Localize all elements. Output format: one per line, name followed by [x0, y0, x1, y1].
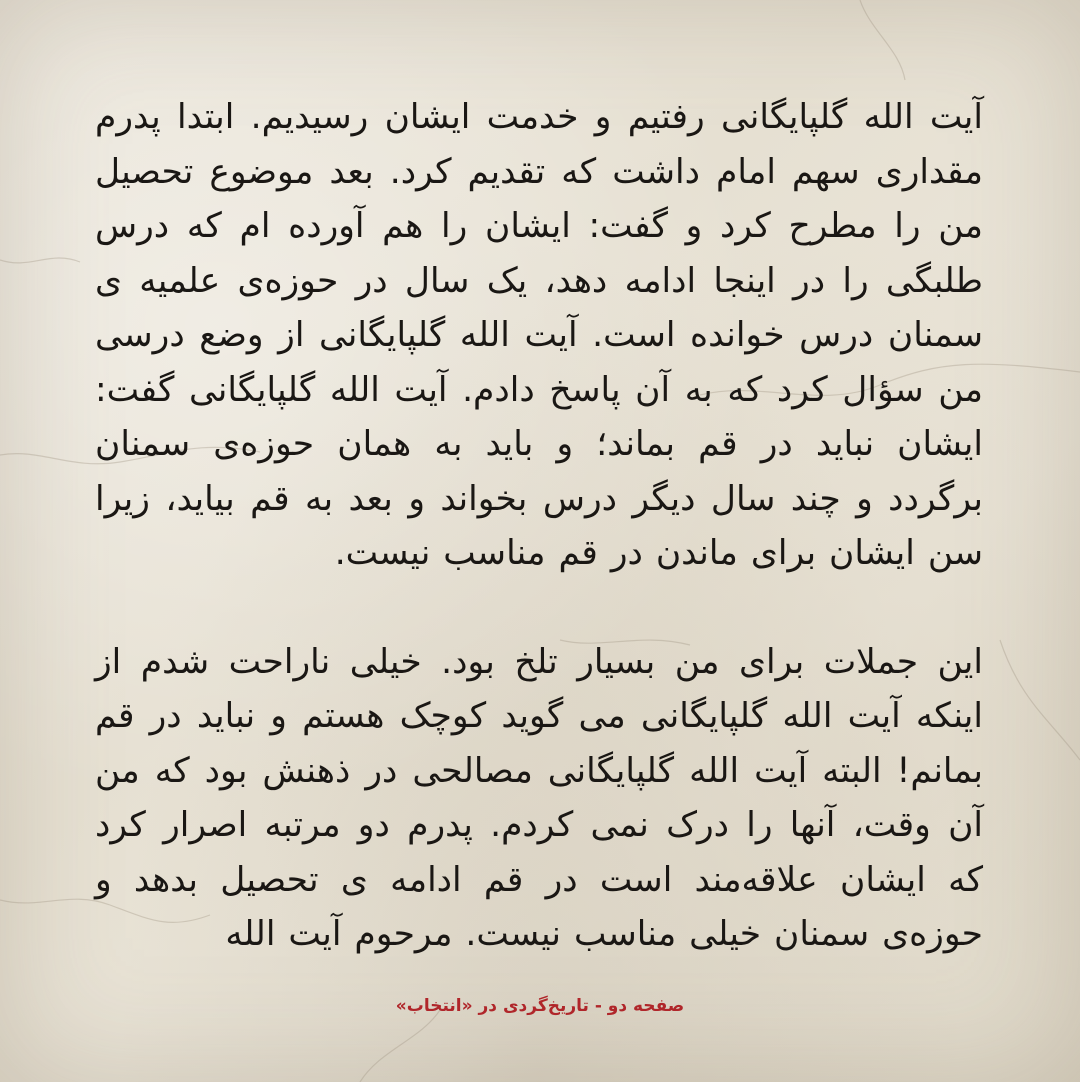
- page-caption: صفحه دو - تاریخ‌گردی در «انتخاب»: [395, 996, 685, 1016]
- article-text: [95, 90, 983, 962]
- article-paragraph-1: آیت الله گلپایگانی رفتیم و خدمت ایشان رسیدیم. ابتدا پدرم مقداری سهم امام داشت که تقدیم کرد. بعد موضوع تحصیل من را مطرح کرد و گفت: ایشان را هم آورده ام که درس طلبگی را در اینجا ادامه دهد، یک سال در حوزه‌ی علمیه ی سمنان درس خوانده است. آیت الله گلپایگانی از وضع درسی من سؤال کرد که به آن پاسخ دادم. آیت الله گلپایگانی گفت: ایشان نباید در قم بماند؛ و باید به همان حوزه‌ی سمنان برگردد و چند سال دیگر درس بخواند و بعد به قم بیاید، زیرا سن ایشان برای ماندن در قم مناسب نیست.: [95, 97, 983, 573]
- article-paragraph-2: این جملات برای من بسیار تلخ بود. خیلی ناراحت شدم از اینکه آیت الله گلپایگانی می گوید کوچک هستم و نباید در قم بمانم! البته آیت الله گلپایگانی مصالحی در ذهنش بود که من آن وقت، آنها را درک نمی کردم. پدرم دو مرتبه اصرار کرد که ایشان علاقه‌مند است در قم ادامه ی تحصیل بدهد و حوزه‌ی سمنان خیلی مناسب نیست. مرحوم آیت الله: [95, 641, 983, 954]
